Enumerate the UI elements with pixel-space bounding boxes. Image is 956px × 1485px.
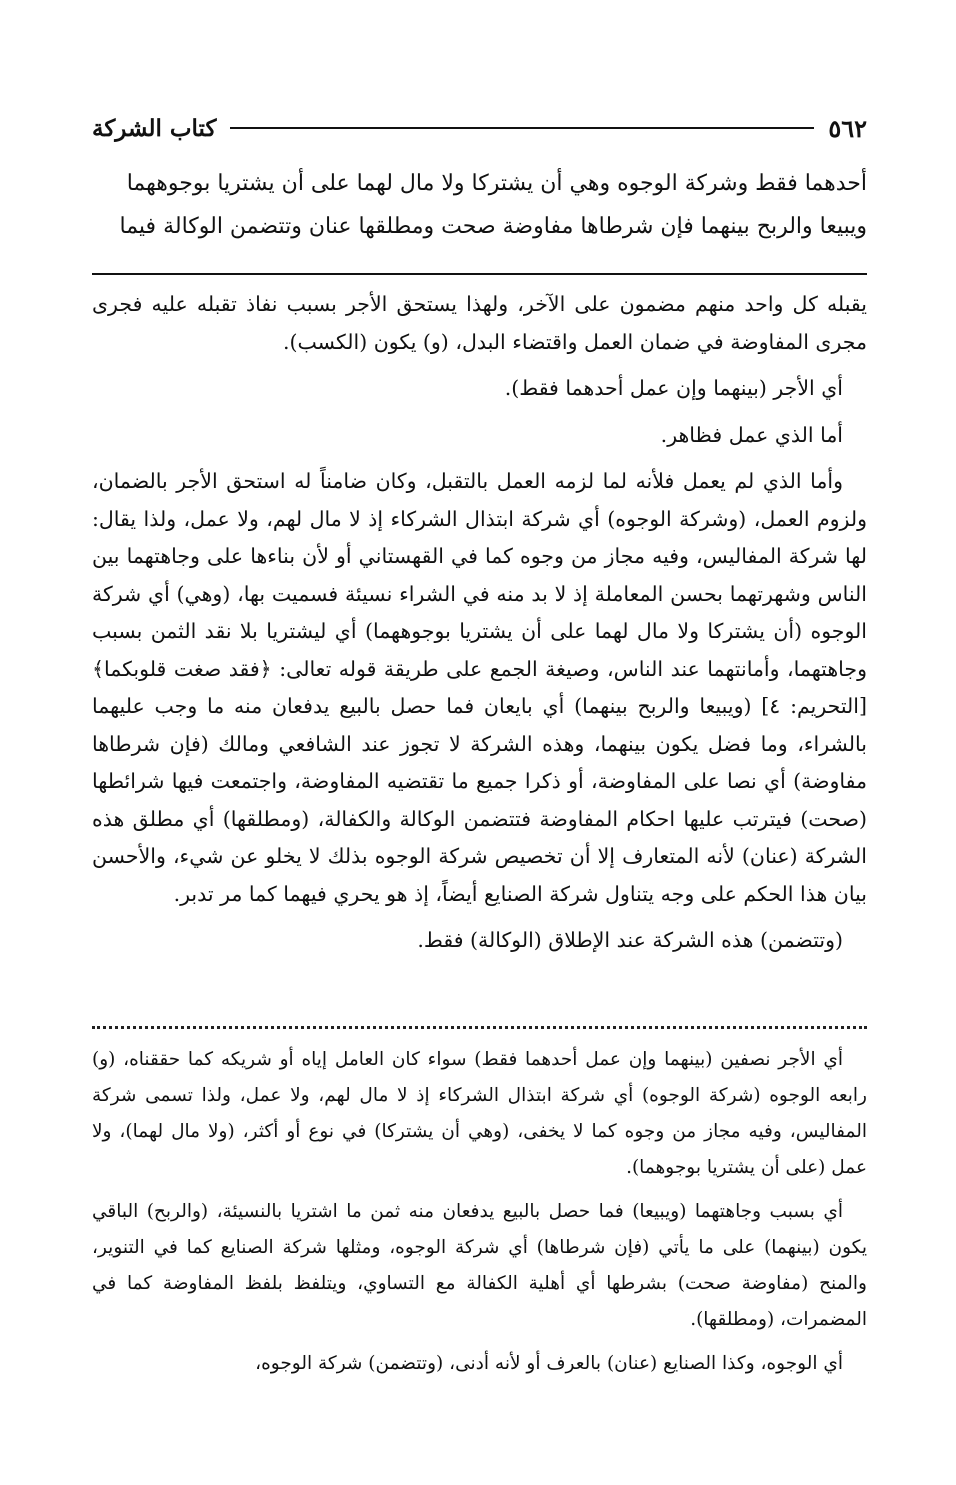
- commentary: [92, 286, 867, 969]
- commentary-paragraph: أما الذي عمل فظاهر.: [660, 422, 843, 447]
- commentary-paragraph: (وتتضمن) هذه الشركة عند الإطلاق (الوكالة) فقط.: [417, 928, 843, 952]
- commentary-paragraph: وأما الذي لم يعمل فلأنه لما لزمه العمل بالتقبل، وكان ضامناً له استحق الأجر بالضمان، ولزوم العمل، (وشركة الوجوه) أي شركة ابتذال الشركاء إذ لا مال لهم، ولا عمل، ولذا يقال: لها شركة المفاليس، وفيه مجاز من وجوه كما في القهستاني أو لأن بناءها على وجاهتهما بين الناس وشهرتهما بحسن المعاملة إذ لا بد منه في الشراء نسيئة فسميت بها، (وهي) أي شركة الوجوه (أن يشتركا ولا مال لهما على أن يشتريا بوجوههما) أي ليشتريا بلا نقد الثمن بسبب وجاهتهما، وأمانتهما عند الناس، وصيغة الجمع على طريقة قوله تعالى: ﴿فقد صغت قلوبكما﴾ [التحريم: ٤] (ويبيعا والربح بينهما) أي بايعان فما حصل بالبيع يدفعان منه ما وجب عليهما بالشراء، وما فضل يكون بينهما، وهذه الشركة لا تجوز عند الشافعي ومالك (فإن شرطاها مفاوضة) أي نصا على المفاوضة، أو ذكرا جميع ما تقتضيه المفاوضة، واجتمعت فيها شرائطها (صحت) فيترتب عليها احكام المفاوضة فتتضمن الوكالة والكفالة، (ومطلقها) أي مطلق هذه الشركة (عنان) لأنه المتعارف إلا أن تخصيص شركة الوجوه بذلك لا يخلو عن شيء، والأحسن بيان هذا الحكم على وجه يتناول شركة الصنايع أيضاً، إذ هو يحري فيهما كما مر تدبر.: [92, 469, 867, 906]
- footnotes: [92, 1042, 867, 1390]
- page-header: [92, 108, 867, 148]
- book-title: كتاب الشركة: [92, 114, 217, 142]
- main-text: [92, 162, 867, 248]
- commentary-paragraph: يقبله كل واحد منهم مضمون على الآخر، ولهذا يستحق الأجر بسبب نفاذ تقبله عليه فجرى مجرى المفاوضة في ضمان العمل واقتضاء البدل، (و) يكون (الكسب).: [92, 292, 867, 354]
- footnote-paragraph: أي بسبب وجاهتهما (ويبيعا) فما حصل بالبيع يدفعان منه ثمن ما اشتريا بالنسيئة، (والربح) الباقي يكون (بينهما) على ما يأتي (فإن شرطاها) أي شركة الوجوه، ومثلها شركة الصنايع كما في التنوير، والمنح (مفاوضة صحت) بشرطها أي أهلية الكفالة مع التساوي، ويتلفظ بلفظ المفاوضة كما في المضمرات، (ومطلقها).: [92, 1201, 867, 1330]
- page-number: ٥٦٢: [828, 113, 867, 143]
- footnote-paragraph: أي الأجر نصفين (بينهما وإن عمل أحدهما فقط) سواء كان العامل إياه أو شريكه كما حققناه، (و) رابعه الوجوه (شركة الوجوه) أي شركة ابتذال الشركاء إذ لا مال لهم، ولا عمل، ولذا تسمى شركة المفاليس، وفيه مجاز من وجوه كما لا يخفى، (وهي أن يشتركا) في نوع أو أكثر، (ولا مال لهما)، ولا عمل (على أن يشتريا بوجوهما).: [92, 1049, 867, 1178]
- commentary-paragraph: أي الأجر (بينهما وإن عمل أحدهما فقط).: [504, 376, 843, 400]
- commentary-divider: [92, 273, 867, 275]
- footnote-paragraph: أي الوجوه، وكذا الصنايع (عنان) بالعرف أو لأنه أدنى، (وتتضمن) شركة الوجوه،: [255, 1353, 843, 1374]
- main-text-line: أحدهما فقط وشركة الوجوه وهي أن يشتركا ولا مال لهما على أن يشتريا بوجوههما: [126, 171, 867, 196]
- header-rule: [230, 127, 814, 129]
- main-text-line: ويبيعا والربح بينهما فإن شرطاها مفاوضة صحت ومطلقها عنان وتتضمن الوكالة فيما: [119, 214, 867, 239]
- footnote-divider: [92, 1026, 867, 1029]
